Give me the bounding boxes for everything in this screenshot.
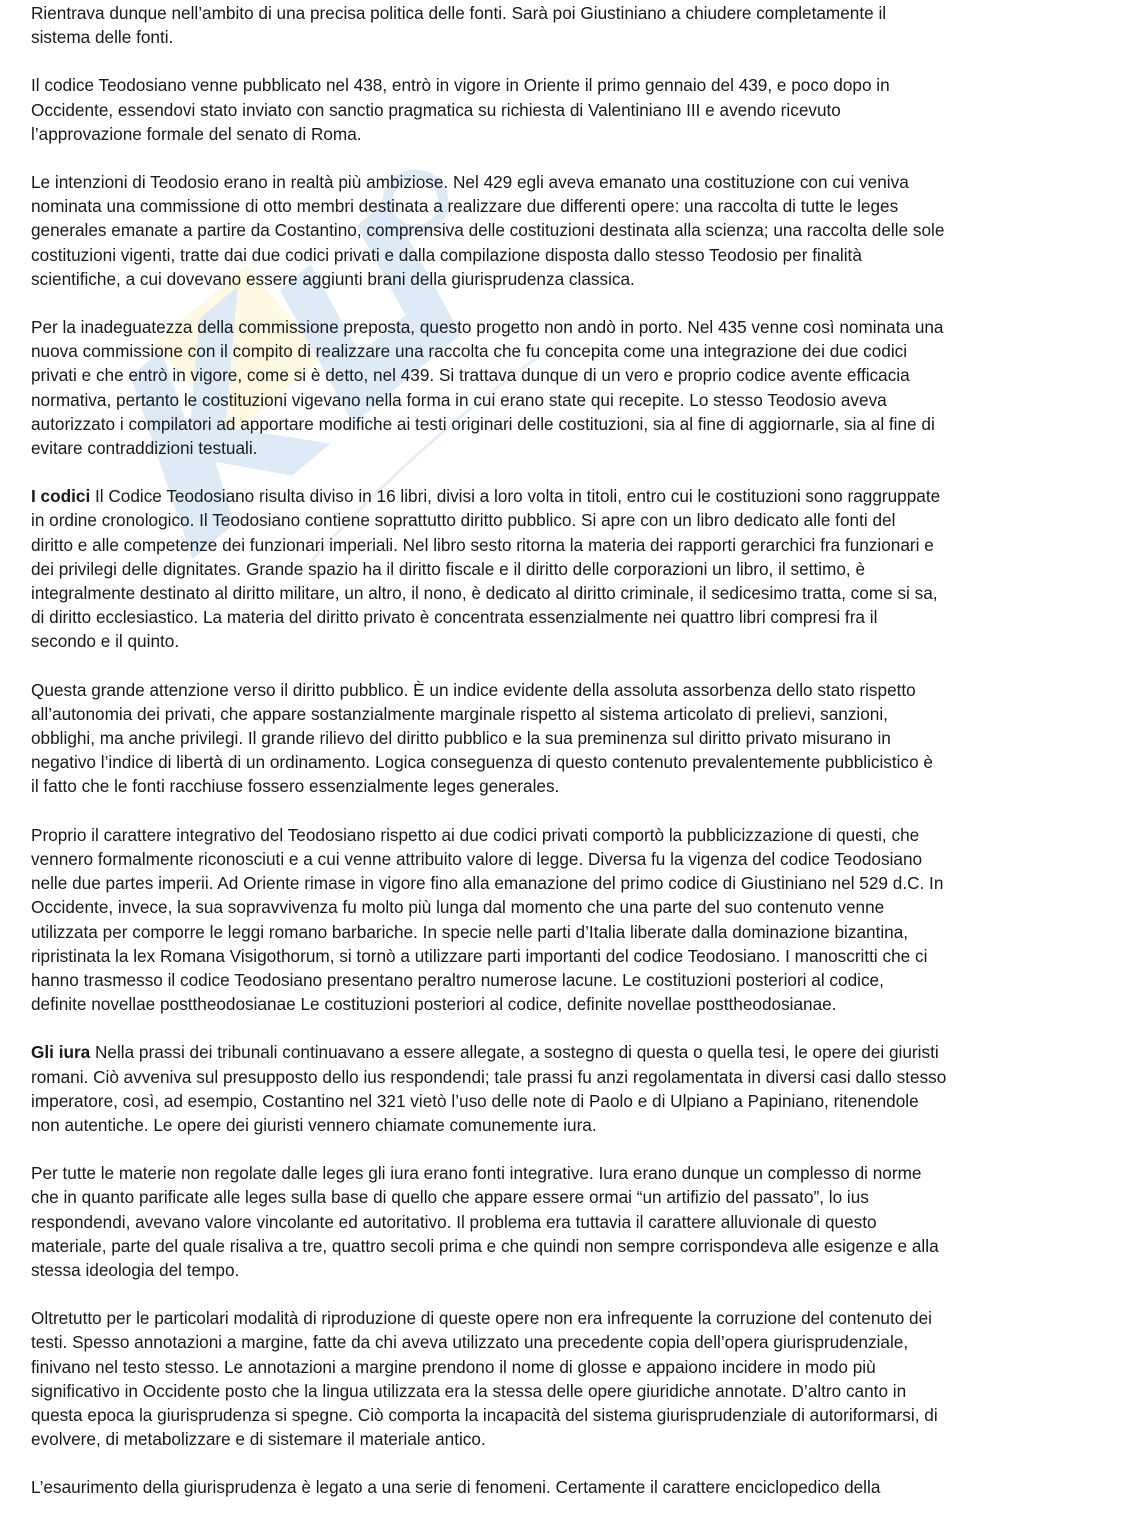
- paragraph: [31, 484, 1121, 653]
- paragraph: [31, 678, 1121, 799]
- paragraph: [31, 1161, 1121, 1282]
- paragraph: [31, 1040, 1121, 1137]
- paragraph-text: Proprio il carattere integrativo del Teodosiano rispetto ai due codici privati comportò la pubblicizzazione di questi, che vennero formalmente riconosciuti e a cui venne attribuito valore di legge. Diversa fu la vigenza del codice Teodosiano nelle due partes imperii. Ad Oriente rimase in vigore fino alla emanazione del primo codice di Giustiniano nel 529 d.C. In Occidente, invece, la sua sopravvivenza fu molto più lunga dal momento che una parte del suo contenuto venne utilizzata per comporre le leggi romano barbariche. In specie nelle parti d’Italia liberate dalla dominazione bizantina, ripristinata la lex Romana Visigothorum, si tornò a utilizzare parti importanti del codice Teodosiano. I manoscritti che ci hanno trasmesso il codice Teodosiano presentano peraltro numerose lacune. Le costituzioni posteriori al codice, definite novellae posttheodosianae Le costituzioni posteriori al codice, definite novellae posttheodosianae.: [31, 824, 944, 1015]
- paragraph-text: Per la inadeguatezza della commissione preposta, questo progetto non andò in porto. Nel 435 venne così nominata una nuova commissione con il compito di realizzare una raccolta che fu concepita come una integrazione dei due codici privati e che entrò in vigore, come si è detto, nel 439. Si trattava dunque di un vero e proprio codice avente efficacia normativa, pertanto le costituzioni vigevano nella forma in cui erano state qui recepite. Lo stesso Teodosio aveva autorizzato i compilatori ad apportare modifiche ai testi originari delle costituzioni, sia al fine di aggiornarle, sia al fine di evitare contraddizioni testuali.: [31, 317, 944, 459]
- paragraph: [31, 1, 1121, 49]
- paragraph: [31, 73, 1121, 146]
- paragraph-text: Il Codice Teodosiano risulta diviso in 16 libri, divisi a loro volta in titoli, entro cui le costituzioni sono raggruppate in ordine cronologico. Il Teodosiano contiene soprattutto diritto pubblico. Si apre con un libro dedicato alle fonti del diritto e alle competenze dei funzionari imperiali. Nel libro sesto ritorna la materia dei rapporti gerarchici fra funzionari e dei privilegi delle dignitates. Grande spazio ha il diritto fiscale e il diritto delle corporazioni un libro, il settimo, è integralmente destinato al diritto militare, un altro, il nono, è dedicato al diritto criminale, il sedicesimo tratta, come si sa, di diritto ecclesiastico. La materia del diritto privato è concentrata essenzialmente nei quattro libri compresi fra il secondo e il quinto.: [31, 486, 941, 652]
- paragraph: [31, 315, 1121, 460]
- document-body: [31, 1, 1121, 1500]
- paragraph: [31, 1306, 1121, 1451]
- paragraph-text: L’esaurimento della giurisprudenza è legato a una serie di fenomeni. Certamente il carattere enciclopedico della: [31, 1477, 881, 1498]
- paragraph-text: Le intenzioni di Teodosio erano in realtà più ambiziose. Nel 429 egli aveva emanato una costituzione con cui veniva nominata una commissione di otto membri destinata a realizzare due differenti opere: una raccolta di tutte le leges generales emanate a partire da Costantino, comprensiva delle costituzioni destinata alla scienza; una raccolta delle sole costituzioni vigenti, tratte dai due codici privati e dalla compilazione disposta dallo stesso Teodosio per finalità scientifiche, a cui dovevano essere aggiunti brani della giurisprudenza classica.: [31, 172, 945, 289]
- paragraph-text: Nella prassi dei tribunali continuavano a essere allegate, a sostegno di questa o quella tesi, le opere dei giuristi romani. Ciò avveniva sul presupposto dello ius respondendi; tale prassi fu anzi regolamentata in diversi casi dallo stesso imperatore, così, ad esempio, Costantino nel 321 vietò l’uso delle note di Paolo e di Ulpiano a Papiniano, ritenendole non autentiche. Le opere dei giuristi vennero chiamate comunemente iura.: [31, 1042, 947, 1135]
- paragraph: [31, 170, 1121, 291]
- paragraph-heading: I codici: [31, 486, 91, 507]
- document-page: [31, 0, 1121, 1524]
- paragraph-text: Rientrava dunque nell’ambito di una precisa politica delle fonti. Sarà poi Giustiniano a chiudere completamente il sistema delle fonti.: [31, 3, 887, 48]
- paragraph: [31, 1475, 1121, 1499]
- paragraph-text: Il codice Teodosiano venne pubblicato nel 438, entrò in vigore in Oriente il primo gennaio del 439, e poco dopo in Occidente, essendovi stato inviato con sanctio pragmatica su richiesta di Valentiniano III e avendo ricevuto l’approvazione formale del senato di Roma.: [31, 75, 890, 144]
- paragraph-heading: Gli iura: [31, 1042, 91, 1063]
- paragraph-text: Oltretutto per le particolari modalità di riproduzione di queste opere non era infrequente la corruzione del contenuto dei testi. Spesso annotazioni a margine, fatte da chi aveva utilizzato una precedente copia dell’opera giurisprudenziale, finivano nel testo stesso. Le annotazioni a margine prendono il nome di glosse e appaiono incidere in modo più significativo in Occidente posto che la lingua utilizzata era la stessa delle opere giuridiche annotate. D’altro canto in questa epoca la giurisprudenza si spegne. Ciò comporta la incapacità del sistema giurisprudenziale di autoriformarsi, di evolvere, di metabolizzare e di sistemare il materiale antico.: [31, 1308, 938, 1450]
- paragraph-text: Questa grande attenzione verso il diritto pubblico. È un indice evidente della assoluta assorbenza dello stato rispetto all’autonomia dei privati, che appare sostanzialmente marginale rispetto al sistema articolato di prelievi, sanzioni, obblighi, ma anche privilegi. Il grande rilievo del diritto pubblico e la sua preminenza sul diritto privato misurano in negativo l’indice di libertà di un ordinamento. Logica conseguenza di questo contenuto prevalentemente pubblicistico è il fatto che le fonti racchiuse fossero essenzialmente leges generales.: [31, 679, 933, 797]
- paragraph: [31, 823, 1121, 1017]
- paragraph-text: Per tutte le materie non regolate dalle leges gli iura erano fonti integrative. Iura erano dunque un complesso di norme che in quanto parificate alle leges sulla base di quello che appare essere ormai “un artifizio del passato”, lo ius respondendi, avevano valore vincolante ed autoritativo. Il problema era tuttavia il carattere alluvionale di questo materiale, parte del quale risaliva a tre, quattro secoli prima e che quindi non sempre corrispondeva alle esigenze e alla stessa ideologia del tempo.: [31, 1163, 939, 1280]
